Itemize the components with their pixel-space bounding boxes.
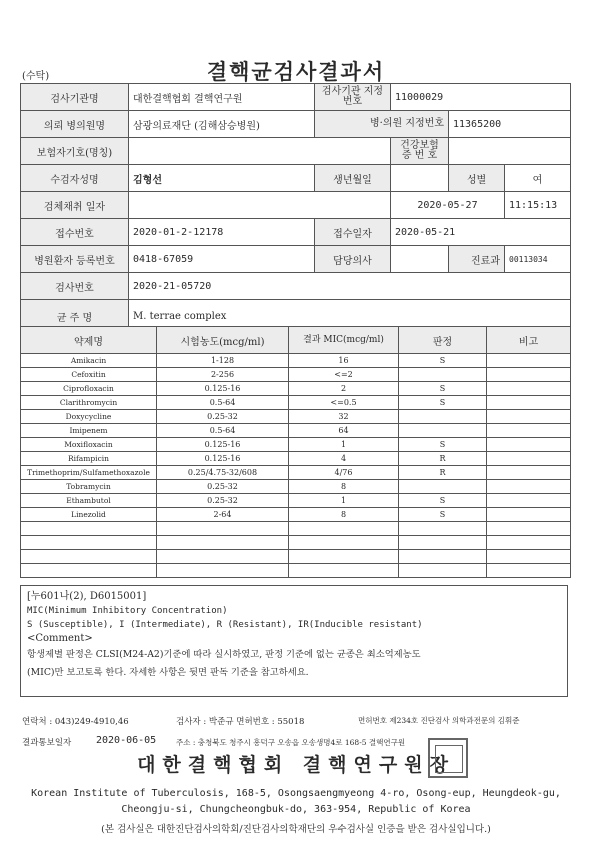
cell-note — [487, 550, 571, 564]
cell-interp — [399, 564, 487, 578]
cell-interp — [399, 368, 487, 382]
notes-mic-def: MIC(Minimum Inhibitory Concentration) — [27, 606, 228, 616]
cell-note — [487, 382, 571, 396]
table-row — [21, 564, 571, 578]
cell-mic — [289, 550, 399, 564]
cell-interp: S — [399, 508, 487, 522]
notes-box — [20, 585, 568, 697]
cell-conc: 2-256 — [157, 368, 289, 382]
collect-time: 11:15:13 — [505, 192, 571, 219]
cell-conc: 1-128 — [157, 354, 289, 368]
cell-mic — [289, 564, 399, 578]
cell-note — [487, 480, 571, 494]
cell-note — [487, 354, 571, 368]
collect-date: 2020-05-27 — [391, 192, 505, 219]
dob-value — [391, 165, 449, 192]
table-row — [21, 424, 571, 438]
header-conc: 시험농도(mcg/ml) — [157, 327, 289, 354]
english-address-2: Cheongju-si, Chungcheongbuk-do, 363-954, Republic of Korea — [121, 804, 471, 815]
organization-name: 대한결핵협회 결핵연구원장 — [137, 754, 455, 776]
header-interp: 판정 — [399, 327, 487, 354]
cell-mic: 4 — [289, 452, 399, 466]
cell-interp — [399, 480, 487, 494]
cell-interp — [399, 410, 487, 424]
collect-value — [129, 192, 391, 219]
clinic-label: 의뢰 병의원명 — [21, 111, 129, 138]
recv-no-label: 접수번호 — [21, 219, 129, 246]
cell-note — [487, 522, 571, 536]
cell-interp — [399, 550, 487, 564]
cell-drug: Cefoxitin — [21, 368, 157, 382]
table-row — [21, 508, 571, 522]
cell-interp — [399, 522, 487, 536]
insurer-label: 보험자기호(명칭) — [21, 138, 129, 165]
header-drug: 약제명 — [21, 327, 157, 354]
cell-note — [487, 368, 571, 382]
cell-interp: S — [399, 438, 487, 452]
cell-mic: 16 — [289, 354, 399, 368]
cell-conc — [157, 550, 289, 564]
table-row — [21, 354, 571, 368]
cell-note — [487, 494, 571, 508]
table-row — [21, 466, 571, 480]
table-row — [21, 536, 571, 550]
cell-interp: S — [399, 354, 487, 368]
dob-label: 생년월일 — [315, 165, 391, 192]
cell-drug: Tobramycin — [21, 480, 157, 494]
header-mic: 결과 MIC(mcg/ml) — [289, 327, 399, 354]
table-row — [21, 452, 571, 466]
sex-value: 여 — [505, 165, 571, 192]
table-row — [21, 396, 571, 410]
cell-mic: 1 — [289, 494, 399, 508]
cell-interp: S — [399, 494, 487, 508]
collect-label: 검체채취 일자 — [21, 192, 129, 219]
drug-table — [20, 326, 571, 578]
cell-mic — [289, 522, 399, 536]
patient-label: 수검자성명 — [21, 165, 129, 192]
cell-conc: 0.5-64 — [157, 424, 289, 438]
cell-drug: Ciprofloxacin — [21, 382, 157, 396]
dept-value: 00113034 — [505, 246, 571, 273]
cell-conc: 0.125-16 — [157, 452, 289, 466]
cell-conc: 0.25-32 — [157, 494, 289, 508]
cell-drug: Rifampicin — [21, 452, 157, 466]
cell-mic: 2 — [289, 382, 399, 396]
cell-conc: 0.25-32 — [157, 480, 289, 494]
cell-interp: R — [399, 466, 487, 480]
notes-legend: S (Susceptible), I (Intermediate), R (Resistant), IR(Inducible resistant) — [27, 620, 423, 630]
notes-comment-label: <Comment> — [27, 633, 93, 644]
cell-note — [487, 396, 571, 410]
cell-drug: Imipenem — [21, 424, 157, 438]
footer-license: 면허번호 제234호 진단검사 의학과전문의 김휘준 — [358, 716, 520, 725]
cell-mic: 8 — [289, 508, 399, 522]
cell-mic: 8 — [289, 480, 399, 494]
table-row — [21, 522, 571, 536]
footer-examiner: 검사자 : 박준규 면허번호 : 55018 — [176, 717, 305, 727]
cell-conc: 0.125-16 — [157, 382, 289, 396]
cell-drug: Ethambutol — [21, 494, 157, 508]
hosp-reg-label: 병원환자 등록번호 — [21, 246, 129, 273]
recv-no-value: 2020-01-2-12178 — [129, 219, 315, 246]
table-row — [21, 494, 571, 508]
table-row — [21, 480, 571, 494]
inst-no-label: 검사기관 지정번호 — [315, 84, 391, 111]
cell-conc: 0.125-16 — [157, 438, 289, 452]
health-no-value — [449, 138, 571, 165]
footer-contact: 연락처 : 043)249-4910,46 — [22, 717, 129, 727]
cell-drug: Linezolid — [21, 508, 157, 522]
cell-interp: S — [399, 382, 487, 396]
inst-label: 검사기관명 — [21, 84, 129, 111]
table-row — [21, 410, 571, 424]
inst-value: 대한결핵협회 결핵연구원 — [129, 84, 315, 111]
cell-note — [487, 452, 571, 466]
species-value: M. terrae complex — [129, 300, 571, 333]
cell-mic: <=0.5 — [289, 396, 399, 410]
cell-mic: 1 — [289, 438, 399, 452]
health-no-label: 건강보험 증 번 호 — [391, 138, 449, 165]
cell-note — [487, 564, 571, 578]
cell-conc: 0.25-32 — [157, 410, 289, 424]
info-table — [20, 83, 571, 333]
cell-mic — [289, 536, 399, 550]
header-note: 비고 — [487, 327, 571, 354]
species-label: 균 주 명 — [21, 300, 129, 333]
certification-note: (본 검사실은 대한진단검사의학회/진단검사의학재단의 우수검사실 인증을 받은 검사실입니다.) — [101, 824, 491, 835]
cell-interp — [399, 536, 487, 550]
dept-label: 진료과 — [449, 246, 505, 273]
cell-note — [487, 536, 571, 550]
table-row — [21, 382, 571, 396]
clinic-no-value: 11365200 — [449, 111, 571, 138]
cell-drug: Moxifloxacin — [21, 438, 157, 452]
test-no-label: 검사번호 — [21, 273, 129, 300]
patient-value: 김형선 — [129, 165, 315, 192]
cell-drug: Clarithromycin — [21, 396, 157, 410]
table-row — [21, 550, 571, 564]
notes-comment-1: 항생제별 판정은 CLSI(M24-A2)기준에 따라 실시하였고, 판정 기준에 없는 균종은 최소억제농도 — [27, 649, 421, 660]
official-seal — [428, 738, 468, 778]
cell-drug — [21, 522, 157, 536]
cell-drug — [21, 564, 157, 578]
table-row — [21, 368, 571, 382]
cell-interp: R — [399, 452, 487, 466]
clinic-value: 삼광의료재단 (김해삼승병원) — [129, 111, 315, 138]
notes-code: [누601나(2), D6015001] — [27, 591, 147, 602]
cell-mic: <=2 — [289, 368, 399, 382]
cell-mic: 64 — [289, 424, 399, 438]
cell-drug: Trimethoprim/Sulfamethoxazole — [21, 466, 157, 480]
recv-date-label: 접수일자 — [315, 219, 391, 246]
report-date-value: 2020-06-05 — [96, 735, 157, 746]
document-tag: (수탁) — [22, 71, 50, 82]
footer-address: 주소 : 충청북도 청주시 흥덕구 오송읍 오송생명4로 168-5 결핵연구원 — [176, 738, 406, 747]
cell-note — [487, 508, 571, 522]
cell-conc: 2-64 — [157, 508, 289, 522]
cell-note — [487, 424, 571, 438]
cell-conc — [157, 536, 289, 550]
cell-mic: 4/76 — [289, 466, 399, 480]
cell-conc — [157, 564, 289, 578]
cell-note — [487, 466, 571, 480]
english-address-1: Korean Institute of Tuberculosis, 168-5, Osongsaengmyeong 4-ro, Osong-eup, Heungdeok-gu, — [31, 788, 561, 799]
notes-comment-2: (MIC)만 보고토록 한다. 자세한 사항은 뒷면 판독 기준을 참고하세요. — [27, 667, 309, 678]
cell-conc — [157, 522, 289, 536]
table-row — [21, 438, 571, 452]
cell-mic: 32 — [289, 410, 399, 424]
report-date-label: 결과통보일자 — [22, 738, 72, 748]
recv-date-value: 2020-05-21 — [391, 219, 571, 246]
cell-drug — [21, 550, 157, 564]
cell-drug: Doxycycline — [21, 410, 157, 424]
sex-label: 성별 — [449, 165, 505, 192]
doctor-label: 담당의사 — [315, 246, 391, 273]
cell-note — [487, 410, 571, 424]
doctor-value — [391, 246, 449, 273]
cell-conc: 0.5-64 — [157, 396, 289, 410]
cell-conc: 0.25/4.75-32/608 — [157, 466, 289, 480]
hosp-reg-value: 0418-67059 — [129, 246, 315, 273]
cell-drug — [21, 536, 157, 550]
cell-interp: S — [399, 396, 487, 410]
cell-interp — [399, 424, 487, 438]
clinic-no-label: 병·의원 지정번호 — [315, 111, 449, 138]
insurer-value — [129, 138, 391, 165]
cell-drug: Amikacin — [21, 354, 157, 368]
inst-no-value: 11000029 — [391, 84, 571, 111]
document-title: 결핵균검사결과서 — [206, 59, 386, 84]
test-no-value: 2020-21-05720 — [129, 273, 571, 300]
cell-note — [487, 438, 571, 452]
